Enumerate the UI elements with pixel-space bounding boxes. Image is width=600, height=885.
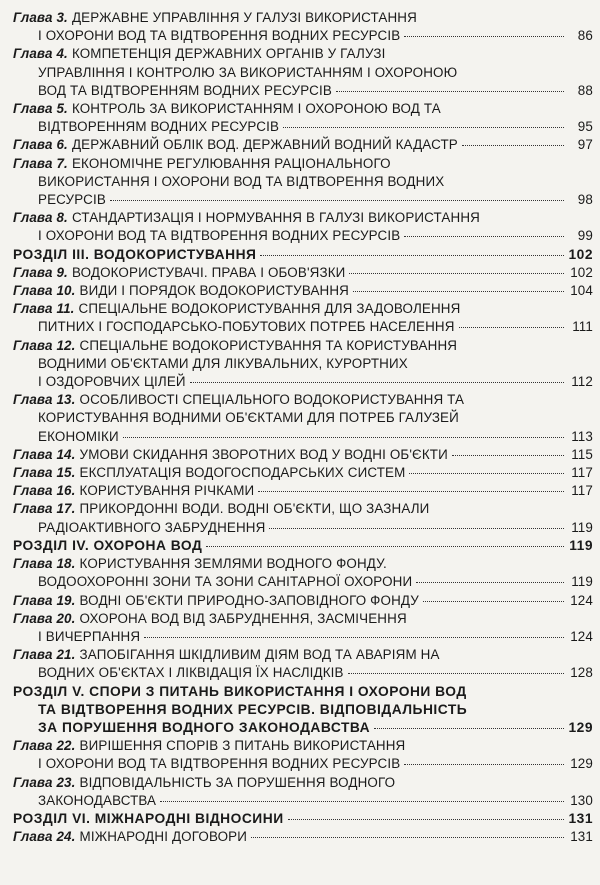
page-number: 129 (568, 719, 593, 735)
toc-chapter-entry[interactable] (13, 774, 593, 810)
chapter-title: КОРИСТУВАННЯ ВОДНИМИ ОБ'ЄКТАМИ ДЛЯ ПОТРЕБ ГАЛУЗЕЙ (38, 410, 459, 426)
chapter-label: Глава 10. (13, 283, 76, 299)
page-number: 117 (571, 465, 593, 481)
page-number: 102 (568, 246, 593, 262)
chapter-label: Глава 9. (13, 264, 68, 280)
page-number: 131 (570, 829, 593, 845)
toc-entry-line (13, 537, 593, 555)
chapter-label: Глава 12. (13, 337, 76, 353)
toc-entry-line (13, 701, 593, 719)
chapter-label: Глава 23. (13, 774, 76, 790)
toc-entry-line (13, 428, 593, 446)
toc-entry-line (13, 82, 593, 100)
toc-chapter-entry[interactable] (13, 337, 593, 392)
chapter-label: Глава 7. (13, 155, 68, 171)
chapter-label: Глава 11. (13, 301, 75, 317)
chapter-title: ВІДТВОРЕННЯМ ВОДНИХ РЕСУРСІВ (38, 119, 280, 135)
chapter-label: Глава 21. (13, 647, 76, 663)
toc-chapter-entry[interactable] (13, 828, 593, 846)
dot-leader (190, 382, 564, 383)
chapter-title: І ОХОРОНИ ВОД ТА ВІДТВОРЕННЯ ВОДНИХ РЕСУРСІВ (38, 28, 401, 44)
toc-entry-line (13, 227, 593, 245)
chapter-title: СПЕЦІАЛЬНЕ ВОДОКОРИСТУВАННЯ ТА КОРИСТУВАННЯ (79, 337, 458, 353)
page-number: 119 (571, 519, 593, 535)
chapter-title: ЗАПОБІГАННЯ ШКІДЛИВИМ ДІЯМ ВОД ТА АВАРІЯМ НА (79, 647, 440, 663)
chapter-title: ВІДПОВІДАЛЬНІСТЬ ЗА ПОРУШЕННЯ ВОДНОГО (79, 774, 396, 790)
page-number: 124 (570, 592, 593, 608)
chapter-title: ПИТНИХ І ГОСПОДАРСЬКО-ПОБУТОВИХ ПОТРЕБ НАСЕЛЕННЯ (38, 319, 455, 335)
chapter-label: Глава 6. (13, 137, 68, 153)
table-of-contents (13, 9, 593, 846)
page-number: 112 (571, 374, 593, 390)
toc-entry-line (13, 27, 593, 45)
part-title: ТА ВІДТВОРЕННЯ ВОДНИХ РЕСУРСІВ. ВІДПОВІДАЛЬНІСТЬ (38, 701, 468, 717)
chapter-title: ВОДОКОРИСТУВАЧІ. ПРАВА І ОБОВ'ЯЗКИ (71, 264, 346, 280)
toc-chapter-entry[interactable] (13, 100, 593, 136)
toc-entry-line (13, 792, 593, 810)
toc-entry-line (13, 628, 593, 646)
dot-leader (206, 546, 564, 547)
part-title: РОЗДІЛ ІІІ. ВОДОКОРИСТУВАННЯ (13, 246, 257, 262)
toc-entry-line (13, 337, 593, 355)
page-number: 98 (577, 192, 593, 208)
toc-chapter-entry[interactable] (13, 646, 593, 682)
dot-leader (374, 728, 564, 729)
toc-chapter-entry[interactable] (13, 737, 593, 773)
toc-entry-line (13, 318, 593, 336)
chapter-title: РАДІОАКТИВНОГО ЗАБРУДНЕННЯ (38, 519, 266, 535)
toc-chapter-entry[interactable] (13, 264, 593, 282)
dot-leader (462, 145, 564, 146)
toc-entry-line (13, 719, 593, 737)
toc-chapter-entry[interactable] (13, 482, 593, 500)
dot-leader (353, 291, 564, 292)
toc-entry-line (13, 45, 593, 63)
chapter-label: Глава 22. (13, 738, 76, 754)
chapter-title: ВОДНИМИ ОБ'ЄКТАМИ ДЛЯ ЛІКУВАЛЬНИХ, КУРОРТНИХ (38, 355, 408, 371)
chapter-title: РЕСУРСІВ (38, 192, 106, 208)
dot-leader (416, 582, 564, 583)
dot-leader (251, 837, 564, 838)
chapter-label: Глава 19. (13, 592, 76, 608)
toc-chapter-entry[interactable] (13, 592, 593, 610)
chapter-title: СТАНДАРТИЗАЦІЯ І НОРМУВАННЯ В ГАЛУЗІ ВИКОРИСТАННЯ (71, 210, 480, 226)
chapter-label: Глава 20. (13, 610, 76, 626)
toc-entry-line (13, 482, 593, 500)
toc-chapter-entry[interactable] (13, 464, 593, 482)
toc-entry-line (13, 373, 593, 391)
page-number: 95 (577, 119, 593, 135)
dot-leader (110, 200, 564, 201)
dot-leader (269, 528, 564, 529)
chapter-title: ДЕРЖАВНИЙ ОБЛІК ВОД. ДЕРЖАВНИЙ ВОДНИЙ КАДАСТР (71, 137, 458, 153)
page-number: 119 (571, 574, 593, 590)
page-number: 99 (577, 228, 593, 244)
dot-leader (260, 255, 564, 256)
toc-entry-line (13, 64, 593, 82)
dot-leader (404, 36, 564, 37)
chapter-title: СПЕЦІАЛЬНЕ ВОДОКОРИСТУВАННЯ ДЛЯ ЗАДОВОЛЕННЯ (78, 301, 461, 317)
toc-entry-line (13, 592, 593, 610)
toc-entry-line (13, 755, 593, 773)
toc-entry-line (13, 828, 593, 846)
page-number: 113 (571, 428, 593, 444)
chapter-label: Глава 8. (13, 210, 68, 226)
chapter-label: Глава 17. (13, 501, 76, 517)
toc-chapter-entry[interactable] (13, 209, 593, 245)
dot-leader (452, 455, 564, 456)
toc-entry-line (13, 683, 593, 701)
chapter-title: ПРИКОРДОННІ ВОДИ. ВОДНІ ОБ'ЄКТИ, ЩО ЗАЗНАЛИ (79, 501, 430, 517)
toc-entry-line (13, 774, 593, 792)
chapter-title: ЕКОНОМІКИ (38, 428, 119, 444)
dot-leader (258, 491, 564, 492)
toc-chapter-entry[interactable] (13, 45, 593, 100)
toc-entry-line (13, 9, 593, 27)
page-number: 97 (577, 137, 593, 153)
chapter-title: УМОВИ СКИДАННЯ ЗВОРОТНИХ ВОД У ВОДНІ ОБ'ЄКТИ (79, 446, 448, 462)
chapter-label: Глава 18. (13, 556, 76, 572)
chapter-title: ВОДООХОРОННІ ЗОНИ ТА ЗОНИ САНІТАРНОЇ ОХОРОНИ (38, 574, 413, 590)
page-number: 117 (571, 483, 593, 499)
chapter-title: ВОДНИХ ОБ'ЄКТАХ І ЛІКВІДАЦІЯ ЇХ НАСЛІДКІВ (38, 665, 344, 681)
part-title: ЗА ПОРУШЕННЯ ВОДНОГО ЗАКОНОДАВСТВА (38, 719, 371, 735)
chapter-title: МІЖНАРОДНІ ДОГОВОРИ (79, 829, 248, 845)
toc-chapter-entry[interactable] (13, 500, 593, 536)
page-number: 124 (570, 628, 593, 644)
toc-entry-line (13, 118, 593, 136)
toc-entry-line (13, 737, 593, 755)
toc-part-entry[interactable] (13, 683, 593, 738)
chapter-label: Глава 13. (13, 392, 76, 408)
dot-leader (283, 127, 564, 128)
dot-leader (459, 327, 564, 328)
toc-entry-line (13, 664, 593, 682)
chapter-title: І ОХОРОНИ ВОД ТА ВІДТВОРЕННЯ ВОДНИХ РЕСУРСІВ (38, 228, 401, 244)
chapter-title: ДЕРЖАВНЕ УПРАВЛІННЯ У ГАЛУЗІ ВИКОРИСТАННЯ (71, 10, 417, 25)
toc-entry-line (13, 100, 593, 118)
chapter-label: Глава 16. (13, 483, 76, 499)
page-number: 128 (570, 665, 593, 681)
dot-leader (423, 601, 564, 602)
chapter-title: І ОЗДОРОВЧИХ ЦІЛЕЙ (38, 374, 186, 390)
page-number: 88 (577, 82, 593, 98)
chapter-label: Глава 5. (13, 101, 68, 117)
page-number: 119 (569, 537, 593, 553)
chapter-title: І ВИЧЕРПАННЯ (38, 628, 141, 644)
toc-entry-line (13, 519, 593, 537)
chapter-title: ЗАКОНОДАВСТВА (38, 792, 157, 808)
page-number: 129 (570, 756, 593, 772)
toc-entry-line (13, 409, 593, 427)
chapter-title: ВИРІШЕННЯ СПОРІВ З ПИТАНЬ ВИКОРИСТАННЯ (79, 738, 406, 754)
chapter-title: КОРИСТУВАННЯ РІЧКАМИ (79, 483, 255, 499)
dot-leader (409, 473, 564, 474)
chapter-label: Глава 3. (13, 10, 68, 25)
toc-chapter-entry[interactable] (13, 136, 593, 154)
chapter-label: Глава 15. (13, 465, 76, 481)
toc-chapter-entry[interactable] (13, 446, 593, 464)
dot-leader (404, 764, 564, 765)
part-title: РОЗДІЛ VI. МІЖНАРОДНІ ВІДНОСИНИ (13, 810, 284, 826)
chapter-label: Глава 24. (13, 829, 76, 845)
page-number: 111 (572, 319, 593, 335)
chapter-title: І ОХОРОНИ ВОД ТА ВІДТВОРЕННЯ ВОДНИХ РЕСУРСІВ (38, 756, 401, 772)
dot-leader (144, 637, 564, 638)
dot-leader (404, 236, 564, 237)
toc-part-entry[interactable] (13, 537, 593, 555)
toc-part-entry[interactable] (13, 810, 593, 828)
page-number: 86 (577, 28, 593, 44)
toc-entry-line (13, 155, 593, 173)
toc-entry-line (13, 446, 593, 464)
toc-entry-line (13, 500, 593, 518)
chapter-label: Глава 14. (13, 446, 76, 462)
part-title: РОЗДІЛ V. СПОРИ З ПИТАНЬ ВИКОРИСТАННЯ І ОХОРОНИ ВОД (13, 683, 467, 699)
toc-entry-line (13, 191, 593, 209)
toc-entry-line (13, 300, 593, 318)
toc-entry-line (13, 573, 593, 591)
page-number: 131 (568, 810, 593, 826)
dot-leader (123, 437, 564, 438)
toc-entry-line (13, 555, 593, 573)
chapter-title: ВИДИ І ПОРЯДОК ВОДОКОРИСТУВАННЯ (79, 283, 349, 299)
chapter-title: ВОДНІ ОБ'ЄКТИ ПРИРОДНО-ЗАПОВІДНОГО ФОНДУ (79, 592, 419, 608)
chapter-title: УПРАВЛІННЯ І КОНТРОЛЮ ЗА ВИКОРИСТАННЯМ І ОХОРОНОЮ (38, 64, 458, 80)
toc-part-entry[interactable] (13, 246, 593, 264)
toc-chapter-entry[interactable] (13, 155, 593, 210)
dot-leader (288, 819, 564, 820)
chapter-title: ЕКОНОМІЧНЕ РЕГУЛЮВАННЯ РАЦІОНАЛЬНОГО (71, 155, 391, 171)
chapter-title: ОСОБЛИВОСТІ СПЕЦІАЛЬНОГО ВОДОКОРИСТУВАННЯ ТА (79, 392, 465, 408)
toc-entry-line (13, 282, 593, 300)
dot-leader (349, 273, 564, 274)
toc-chapter-entry[interactable] (13, 391, 593, 446)
chapter-title: КОНТРОЛЬ ЗА ВИКОРИСТАННЯМ І ОХОРОНОЮ ВОД ТА (71, 101, 441, 117)
chapter-title: ВИКОРИСТАННЯ І ОХОРОНИ ВОД ТА ВІДТВОРЕННЯ ВОДНИХ (38, 173, 445, 189)
chapter-label: Глава 4. (13, 46, 68, 62)
toc-entry-line (13, 136, 593, 154)
toc-entry-line (13, 246, 593, 264)
toc-chapter-entry[interactable] (13, 610, 593, 646)
page-number: 115 (571, 446, 593, 462)
toc-chapter-entry[interactable] (13, 300, 593, 336)
toc-entry-line (13, 610, 593, 628)
part-title: РОЗДІЛ IV. ОХОРОНА ВОД (13, 537, 203, 553)
dot-leader (336, 91, 564, 92)
toc-entry-line (13, 209, 593, 227)
toc-entry-line (13, 173, 593, 191)
page-number: 104 (570, 283, 593, 299)
chapter-title: ОХОРОНА ВОД ВІД ЗАБРУДНЕННЯ, ЗАСМІЧЕННЯ (79, 610, 407, 626)
dot-leader (160, 801, 564, 802)
toc-entry-line (13, 464, 593, 482)
chapter-title: ВОД ТА ВІДТВОРЕННЯМ ВОДНИХ РЕСУРСІВ (38, 82, 332, 98)
page-number: 102 (570, 264, 593, 280)
chapter-title: ЕКСПЛУАТАЦІЯ ВОДОГОСПОДАРСЬКИХ СИСТЕМ (79, 465, 406, 481)
toc-entry-line (13, 646, 593, 664)
toc-chapter-entry[interactable] (13, 282, 593, 300)
chapter-title: КОМПЕТЕНЦІЯ ДЕРЖАВНИХ ОРГАНІВ У ГАЛУЗІ (71, 46, 386, 62)
toc-chapter-entry[interactable] (13, 9, 593, 45)
dot-leader (348, 673, 564, 674)
toc-entry-line (13, 810, 593, 828)
page-number: 130 (570, 792, 593, 808)
chapter-title: КОРИСТУВАННЯ ЗЕМЛЯМИ ВОДНОГО ФОНДУ. (79, 556, 387, 572)
toc-entry-line (13, 391, 593, 409)
toc-chapter-entry[interactable] (13, 555, 593, 591)
toc-entry-line (13, 355, 593, 373)
toc-entry-line (13, 264, 593, 282)
